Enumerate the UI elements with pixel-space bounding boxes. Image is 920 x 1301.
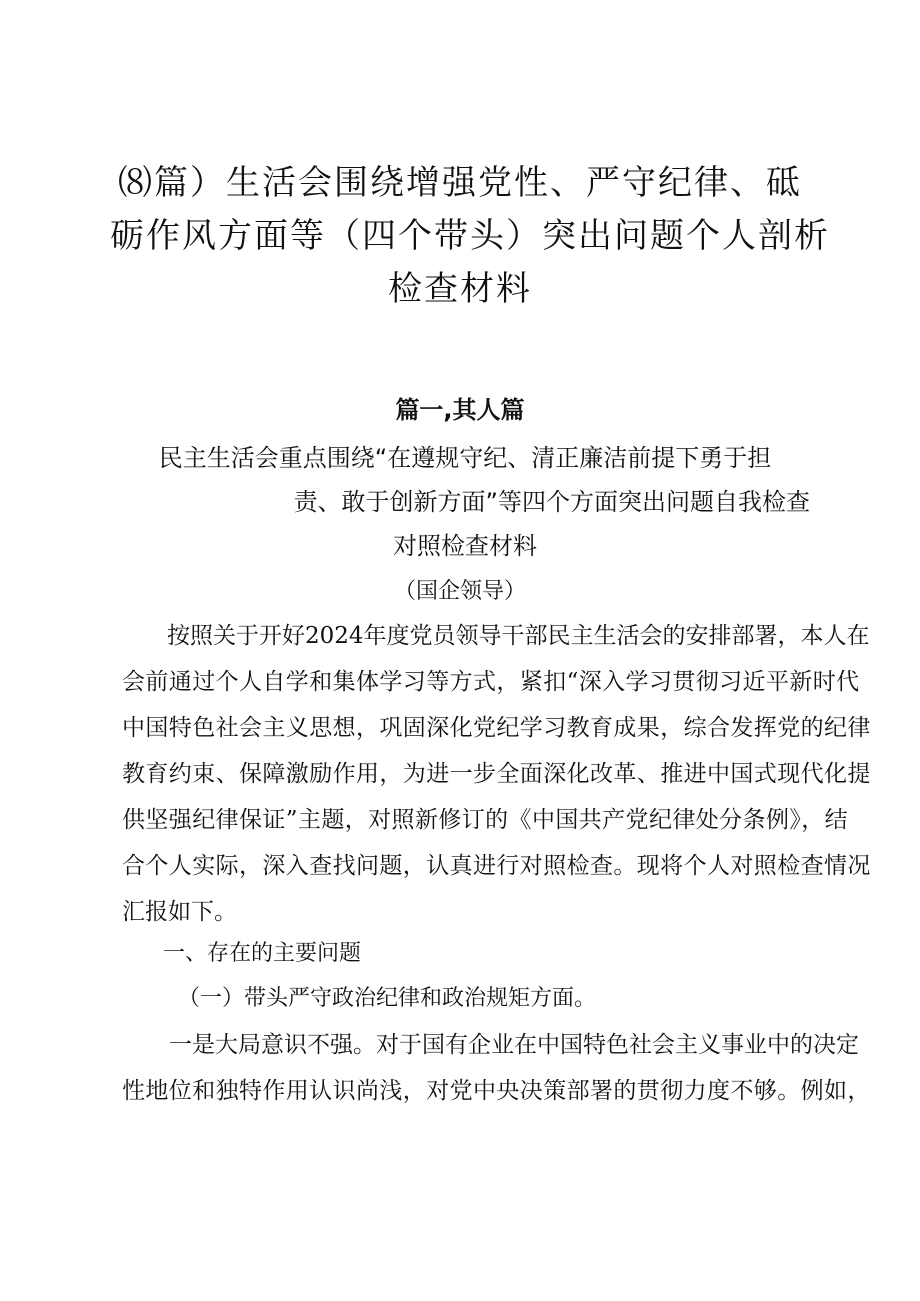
paragraph-line: 教育约束、保障激励作用，为进一步全面深化改革、推进中国式现代化提 [122, 761, 871, 787]
body-paragraph [122, 1022, 871, 1114]
section-heading: 一、存在的主要问题 [163, 941, 362, 966]
title-line: 砺作风方面等（四个带头）突出问题个人剖析 [110, 216, 830, 256]
paragraph-line: 性地位和独特作用认识尚浅，对党中央决策部署的贯彻力度不够。例如， [122, 1078, 871, 1104]
paragraph-line: 供坚强纪律保证”主题，对照新修订的《中国共产党纪律处分条例》，结 [122, 807, 849, 833]
subtitle-line: 对照检查材料 [393, 532, 537, 560]
title-line: ⑻篇）生活会围绕增强党性、严守纪律、砥 [118, 163, 802, 203]
subtitle [120, 436, 810, 568]
paragraph-line: 会前通过个人自学和集体学习等方式，紧扣“深入学习贯彻习近平新时代 [122, 669, 860, 695]
paragraph-line: 按照关于开好2024年度党员领导干部民主生活会的安排部署，本人在 [167, 623, 870, 649]
paragraph-line: 中国特色社会主义思想，巩固深化党纪学习教育成果，综合发挥党的纪律 [122, 715, 871, 741]
title-line: 检查材料 [388, 269, 532, 309]
subtitle-line: 民主生活会重点围绕“在遵规守纪、清正廉洁前提下勇于担 [158, 444, 772, 472]
intro-paragraph [122, 613, 871, 935]
paragraph-line: 合个人实际，深入查找问题，认真进行对照检查。现将个人对照检查情况 [122, 853, 871, 879]
paragraph-line: 一是大局意识不强。对于国有企业在中国特色社会主义事业中的决定 [169, 1032, 859, 1058]
paragraph-line: 汇报如下。 [122, 899, 237, 925]
role-label: （国企领导） [393, 579, 526, 604]
subtitle-line: 责、敢于创新方面”等四个方面突出问题自我检查 [293, 488, 810, 516]
sub-heading: （一）带头严守政治纪律和政治规矩方面。 [178, 986, 597, 1011]
chapter-heading: 篇一,其人篇 [395, 396, 525, 424]
document-title [110, 157, 830, 316]
